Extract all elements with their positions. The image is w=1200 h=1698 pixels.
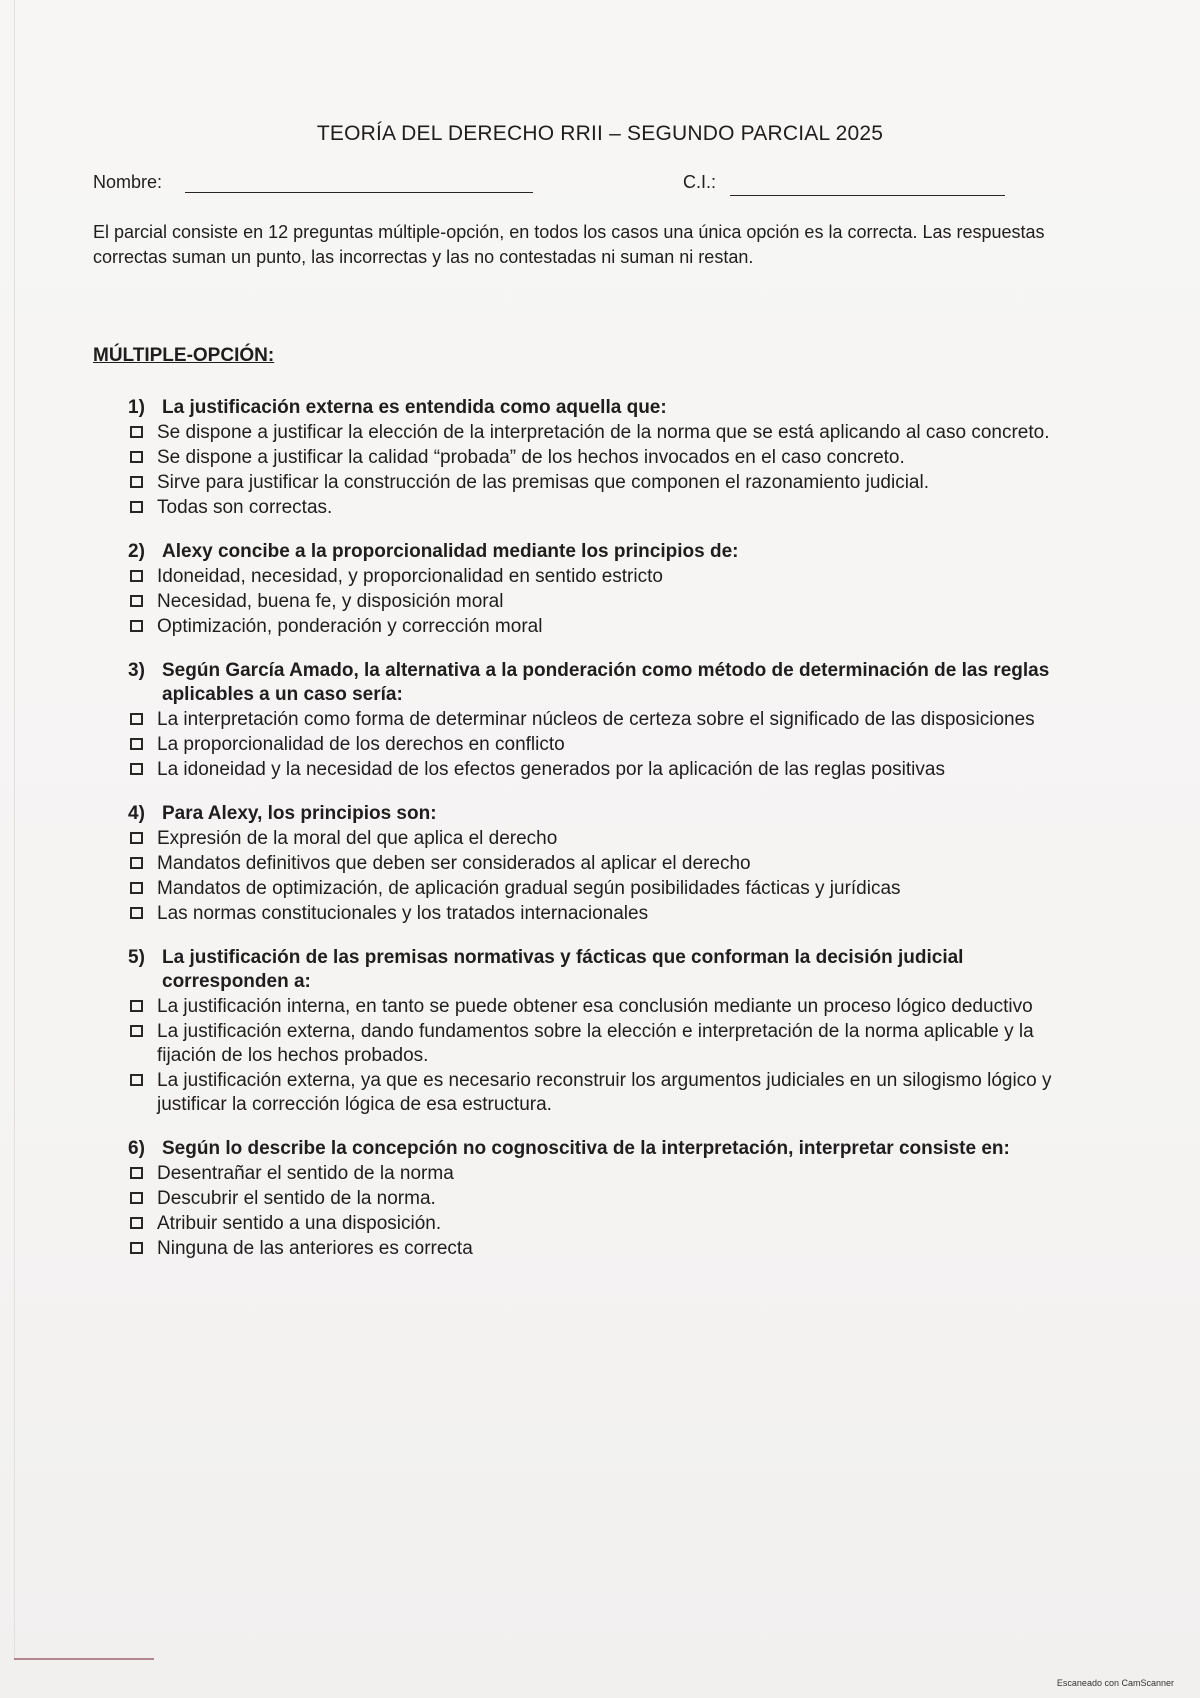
question-1 <box>128 396 1058 520</box>
option-text: La idoneidad y la necesidad de los efectos generados por la aplicación de las reglas positivas <box>157 759 945 780</box>
nombre-field-line[interactable] <box>185 192 533 193</box>
checkbox[interactable] <box>130 1000 143 1012</box>
question-list <box>128 396 1058 1281</box>
checkbox[interactable] <box>130 501 143 513</box>
checkbox[interactable] <box>130 1167 143 1179</box>
option-text: Expresión de la moral del que aplica el derecho <box>157 828 558 849</box>
question-text: La justificación externa es entendida como aquella que: <box>162 397 667 418</box>
checkbox[interactable] <box>130 1217 143 1229</box>
question-number: 5) <box>128 947 145 968</box>
checkbox[interactable] <box>130 738 143 750</box>
option-text: Idoneidad, necesidad, y proporcionalidad en sentido estricto <box>157 566 663 587</box>
answer-option[interactable] <box>128 1020 1058 1068</box>
answer-option[interactable] <box>128 902 1058 926</box>
answer-option[interactable] <box>128 1187 1058 1211</box>
checkbox[interactable] <box>130 713 143 725</box>
question-number: 1) <box>128 397 145 418</box>
option-text: La justificación externa, ya que es necesario reconstruir los argumentos judiciales en un silogismo lógico y justificar la corrección lógica de esa estructura. <box>157 1070 1052 1115</box>
checkbox[interactable] <box>130 763 143 775</box>
answer-option[interactable] <box>128 708 1058 732</box>
sheet-bottom-edge <box>14 1658 154 1660</box>
answer-option[interactable] <box>128 1212 1058 1236</box>
question-number: 2) <box>128 541 145 562</box>
checkbox[interactable] <box>130 882 143 894</box>
option-text: Mandatos de optimización, de aplicación gradual según posibilidades fácticas y jurídicas <box>157 878 901 899</box>
option-text: La interpretación como forma de determinar núcleos de certeza sobre el significado de las disposiciones <box>157 709 1035 730</box>
answer-option[interactable] <box>128 496 1058 520</box>
question-heading <box>128 659 1058 707</box>
checkbox[interactable] <box>130 1025 143 1037</box>
answer-option[interactable] <box>128 852 1058 876</box>
exam-title: TEORÍA DEL DERECHO RRII – SEGUNDO PARCIAL 2025 <box>316 122 884 145</box>
question-3 <box>128 659 1058 782</box>
answer-option[interactable] <box>128 1237 1058 1261</box>
answer-option[interactable] <box>128 758 1058 782</box>
option-text: La justificación interna, en tanto se puede obtener esa conclusión mediante un proceso lógico deductivo <box>157 996 1033 1017</box>
option-text: Se dispone a justificar la calidad “probada” de los hechos invocados en el caso concreto. <box>157 447 905 468</box>
checkbox[interactable] <box>130 907 143 919</box>
answer-option[interactable] <box>128 471 1058 495</box>
question-heading <box>128 802 1058 826</box>
answer-option[interactable] <box>128 827 1058 851</box>
instructions-paragraph: El parcial consiste en 12 preguntas múltiple-opción, en todos los casos una única opción es la correcta. Las respuestas correctas suman un punto, las incorrectas y las no contestadas ni suman ni restan. <box>93 222 1045 267</box>
option-text: Descubrir el sentido de la norma. <box>157 1188 436 1209</box>
checkbox[interactable] <box>130 595 143 607</box>
question-text: Según García Amado, la alternativa a la ponderación como método de determinación de las reglas aplicables a un caso sería: <box>162 660 1050 705</box>
checkbox[interactable] <box>130 476 143 488</box>
sheet-edge <box>14 0 15 1660</box>
option-text: La justificación externa, dando fundamentos sobre la elección e interpretación de la norma aplicable y la fijación de los hechos probados. <box>157 1021 1034 1066</box>
nombre-label: Nombre: <box>93 172 163 192</box>
question-heading <box>128 396 1058 420</box>
answer-option[interactable] <box>128 877 1058 901</box>
question-number: 4) <box>128 803 145 824</box>
checkbox[interactable] <box>130 832 143 844</box>
option-text: Todas son correctas. <box>157 497 333 518</box>
scanner-watermark: Escaneado con CamScanner <box>1056 1678 1174 1688</box>
checkbox[interactable] <box>130 570 143 582</box>
question-2 <box>128 540 1058 639</box>
option-text: Sirve para justificar la construcción de las premisas que componen el razonamiento judicial. <box>157 472 929 493</box>
ci-field-line[interactable] <box>730 195 1005 196</box>
answer-option[interactable] <box>128 446 1058 470</box>
option-text: Las normas constitucionales y los tratados internacionales <box>157 903 649 924</box>
answer-option[interactable] <box>128 733 1058 757</box>
question-text: Para Alexy, los principios son: <box>162 803 437 824</box>
option-text: Ninguna de las anteriores es correcta <box>157 1238 473 1259</box>
answer-option[interactable] <box>128 1162 1058 1186</box>
question-4 <box>128 802 1058 926</box>
question-text: Según lo describe la concepción no cognoscitiva de la interpretación, interpretar consiste en: <box>162 1138 1010 1159</box>
checkbox[interactable] <box>130 1074 143 1086</box>
checkbox[interactable] <box>130 451 143 463</box>
answer-option[interactable] <box>128 421 1058 445</box>
question-heading <box>128 946 1058 994</box>
option-text: La proporcionalidad de los derechos en conflicto <box>157 734 565 755</box>
option-text: Necesidad, buena fe, y disposición moral <box>157 591 504 612</box>
option-text: Atribuir sentido a una disposición. <box>157 1213 442 1234</box>
checkbox[interactable] <box>130 857 143 869</box>
answer-option[interactable] <box>128 1069 1058 1117</box>
question-number: 3) <box>128 660 145 681</box>
checkbox[interactable] <box>130 1192 143 1204</box>
checkbox[interactable] <box>130 426 143 438</box>
ci-label: C.I.: <box>683 172 717 192</box>
question-text: Alexy concibe a la proporcionalidad mediante los principios de: <box>162 541 739 562</box>
question-text: La justificación de las premisas normativas y fácticas que conforman la decisión judicial corresponden a: <box>162 947 964 992</box>
question-heading <box>128 540 1058 564</box>
question-heading <box>128 1137 1058 1161</box>
answer-option[interactable] <box>128 995 1058 1019</box>
answer-option[interactable] <box>128 590 1058 614</box>
question-5 <box>128 946 1058 1117</box>
option-text: Optimización, ponderación y corrección moral <box>157 616 543 637</box>
option-text: Se dispone a justificar la elección de la interpretación de la norma que se está aplicando al caso concreto. <box>157 422 1050 443</box>
question-number: 6) <box>128 1138 145 1159</box>
answer-option[interactable] <box>128 565 1058 589</box>
section-heading: MÚLTIPLE-OPCIÓN: <box>93 345 275 366</box>
option-text: Desentrañar el sentido de la norma <box>157 1163 454 1184</box>
question-6 <box>128 1137 1058 1261</box>
option-text: Mandatos definitivos que deben ser considerados al aplicar el derecho <box>157 853 751 874</box>
checkbox[interactable] <box>130 1242 143 1254</box>
answer-option[interactable] <box>128 615 1058 639</box>
checkbox[interactable] <box>130 620 143 632</box>
